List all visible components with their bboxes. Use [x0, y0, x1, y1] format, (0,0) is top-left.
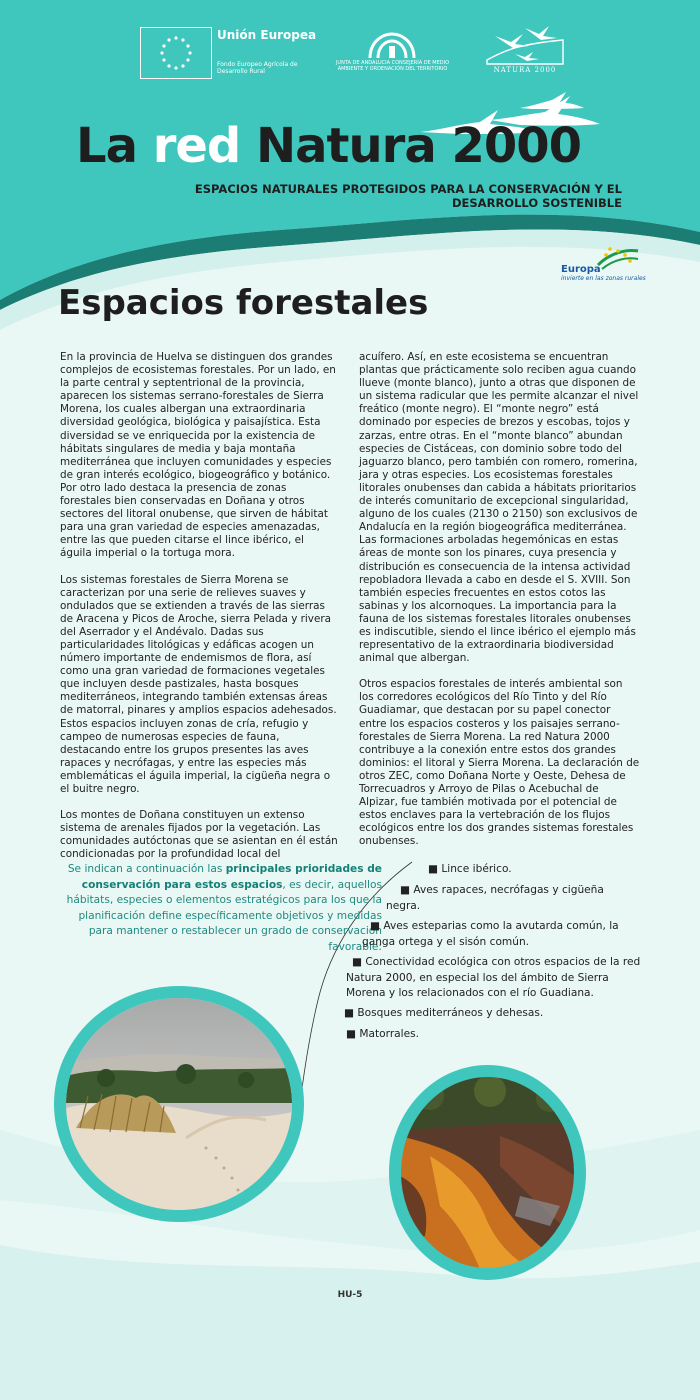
- priorities-intro-bold: principales prioridades de conservación para estos espacios: [81, 863, 382, 891]
- eu-flag-logo: [140, 27, 212, 79]
- paragraph: En la provincia de Huelva se distinguen dos grandes complejos de ecosistemas forestales. Por un lado, en la parte central y septentrional de la provincia, aparecen los sistemas serrano-forestales de Sierra Morena, los cuales albergan una extraordinaria diversidad geológica, biológica y paisajística. Esta diversidad se ve enriquecida por la existencia de hábitats singulares de media y baja montaña mediterránea que incluyen comunidades y especies de gran interés ecológico, biogeográfico y botánico. Por otro lado destaca la presencia de zonas forestales bien conservadas en Doñana y otros sectores del litoral onubense, que sirven de hábitat para una gran variedad de especies amenazadas, entre las que pueden citarse el lince ibérico, el águila imperial o la tortuga mora.: [60, 351, 336, 560]
- main-title-part1: La: [76, 118, 153, 174]
- natura-2000-logo-text: NATURA 2000: [493, 66, 557, 74]
- main-title-part2: Natura 2000: [240, 118, 582, 174]
- priorities-intro-pre: Se indican a continuación las: [67, 863, 226, 875]
- section-title: Espacios forestales: [58, 283, 429, 323]
- paragraph: acuífero. Así, en este ecosistema se encuentran plantas que prácticamente solo reciben agua cuando llueve (monte blanco), junto a otras que disponen de un sistema radicular que les permite alcanzar el nivel freático (monte negro). El “monte negro” está dominado por especies de brezos y escobas, tojos y zarzas, entre otras. En el “monte blanco” abundan especies de Cistáceas, con dominio sobre todo del jaguarzo blanco, pero también con romero, romerina, jara y otras especies. Los ecosistemas forestales litorales onubenses dan cabida a hábitats prioritarios de interés comunitario de excepcional singularidad, alguno de los cuales (2130 o 2150) son exclusivos de Andalucía en la región biogeográfica mediterránea. Las formaciones arboladas hegemónicas en estas áreas de monte son los pinares, cuya presencia y distribución es consecuencia de la intensa actividad repobladora llevada a cabo en desde el S. XVIII. Son también especies frecuentes en estos cotos las sabinas y los alcornoques. La importancia para la fauna de los sistemas forestales litorales onubenses es indiscutible, siendo el lince ibérico el ejemplo más representativo de la extraordinaria biodiversidad animal que albergan.: [359, 351, 639, 665]
- priority-item: ■ Aves esteparias como la avutarda común, la ganga ortega y el sisón común.: [362, 920, 619, 948]
- europa-word: Europa: [561, 264, 601, 275]
- eu-subtitle: Fondo Europeo Agrícola de Desarrollo Rural: [217, 61, 298, 75]
- eu-title: Unión Europea: [217, 28, 317, 42]
- paragraph: Los sistemas forestales de Sierra Morena se caracterizan por una serie de relieves suaves y ondulados que se extienden a través de las sierras de Aracena y Picos de Aroche, sierra Pelada y rivera del Aserrador y el Andévalo. Dadas sus particularidades litológicas y edáficas acogen un número importante de endemismos de flora, así como una gran variedad de formaciones vegetales que incluyen desde pastizales, hasta bosques mediterráneos, integrando también extensas áreas de matorral, pinares y amplios espacios adehesados. Estos espacios incluyen zonas de cría, refugio y campeo de numerosas especies de fauna, destacando entre los grupos presentes las aves rapaces y necrófagas, y entre las especies más emblemáticas el águila imperial, la cigüeña negra o el buitre negro.: [60, 573, 337, 795]
- text-column-right: [359, 351, 640, 861]
- priority-item: ■ Matorrales.: [346, 1028, 420, 1040]
- priority-item: ■ Bosques mediterráneos y dehesas.: [344, 1007, 544, 1019]
- main-subtitle: ESPACIOS NATURALES PROTEGIDOS PARA LA CONSERVACIÓN Y EL DESARROLLO SOSTENIBLE: [194, 182, 622, 210]
- priority-item: ■ Conectividad ecológica con otros espacios de la red Natura 2000, en especial los del ámbito de Sierra Morena y los relacionados con el río Guadiana.: [346, 956, 641, 999]
- main-title-accent: red: [152, 118, 241, 174]
- europa-tagline: invierte en las zonas rurales: [561, 275, 646, 282]
- priority-item: ■ Aves rapaces, necrófagas y cigüeña negra.: [386, 884, 604, 912]
- text-column-left: [60, 351, 338, 874]
- priorities-intro-post: , es decir, aquellos hábitats, especies o elementos estratégicos para los que la planificación define específicamente objetivos y medidas para mantener o restablecer un grado de conservación favorable:: [66, 878, 382, 953]
- junta-andalucia-logo: [362, 28, 422, 64]
- paragraph: Los montes de Doñana constituyen un extenso sistema de arenales fijados por la vegetación. Las comunidades autóctonas que se asientan en él están condicionadas por la profundidad local del: [60, 809, 338, 861]
- panel-code: HU-5: [337, 1290, 363, 1300]
- paragraph: Otros espacios forestales de interés ambiental son los corredores ecológicos del Río Tinto y del Río Guadiamar, que destacan por su papel conector entre los espacios costeros y los paisajes serrano-forestales de Sierra Morena. La red Natura 2000 contribuye a la conexión entre estos dos grandes dominios: el litoral y Sierra Morena. La declaración de otros ZEC, como Doñana Norte y Oeste, Dehesa de Torrecuadros y Arroyo de Pilas o Acebuchal de Alpizar, fue también motivada por el potencial de estos enclaves para la vertebración de los flujos ecológicos entre los dos grandes sistemas forestales onubenses.: [359, 678, 640, 848]
- main-title: [76, 117, 636, 175]
- priority-item: ■ Lince ibérico.: [428, 863, 512, 875]
- priorities-intro: [65, 862, 382, 956]
- junta-andalucia-text: JUNTA DE ANDALUCIA CONSEJERÍA DE MEDIO AMBIENTE Y ORDENACIÓN DEL TERRITORIO: [335, 60, 450, 72]
- dunes-photo-frame: [54, 986, 304, 1222]
- river-photo-frame: [389, 1065, 586, 1280]
